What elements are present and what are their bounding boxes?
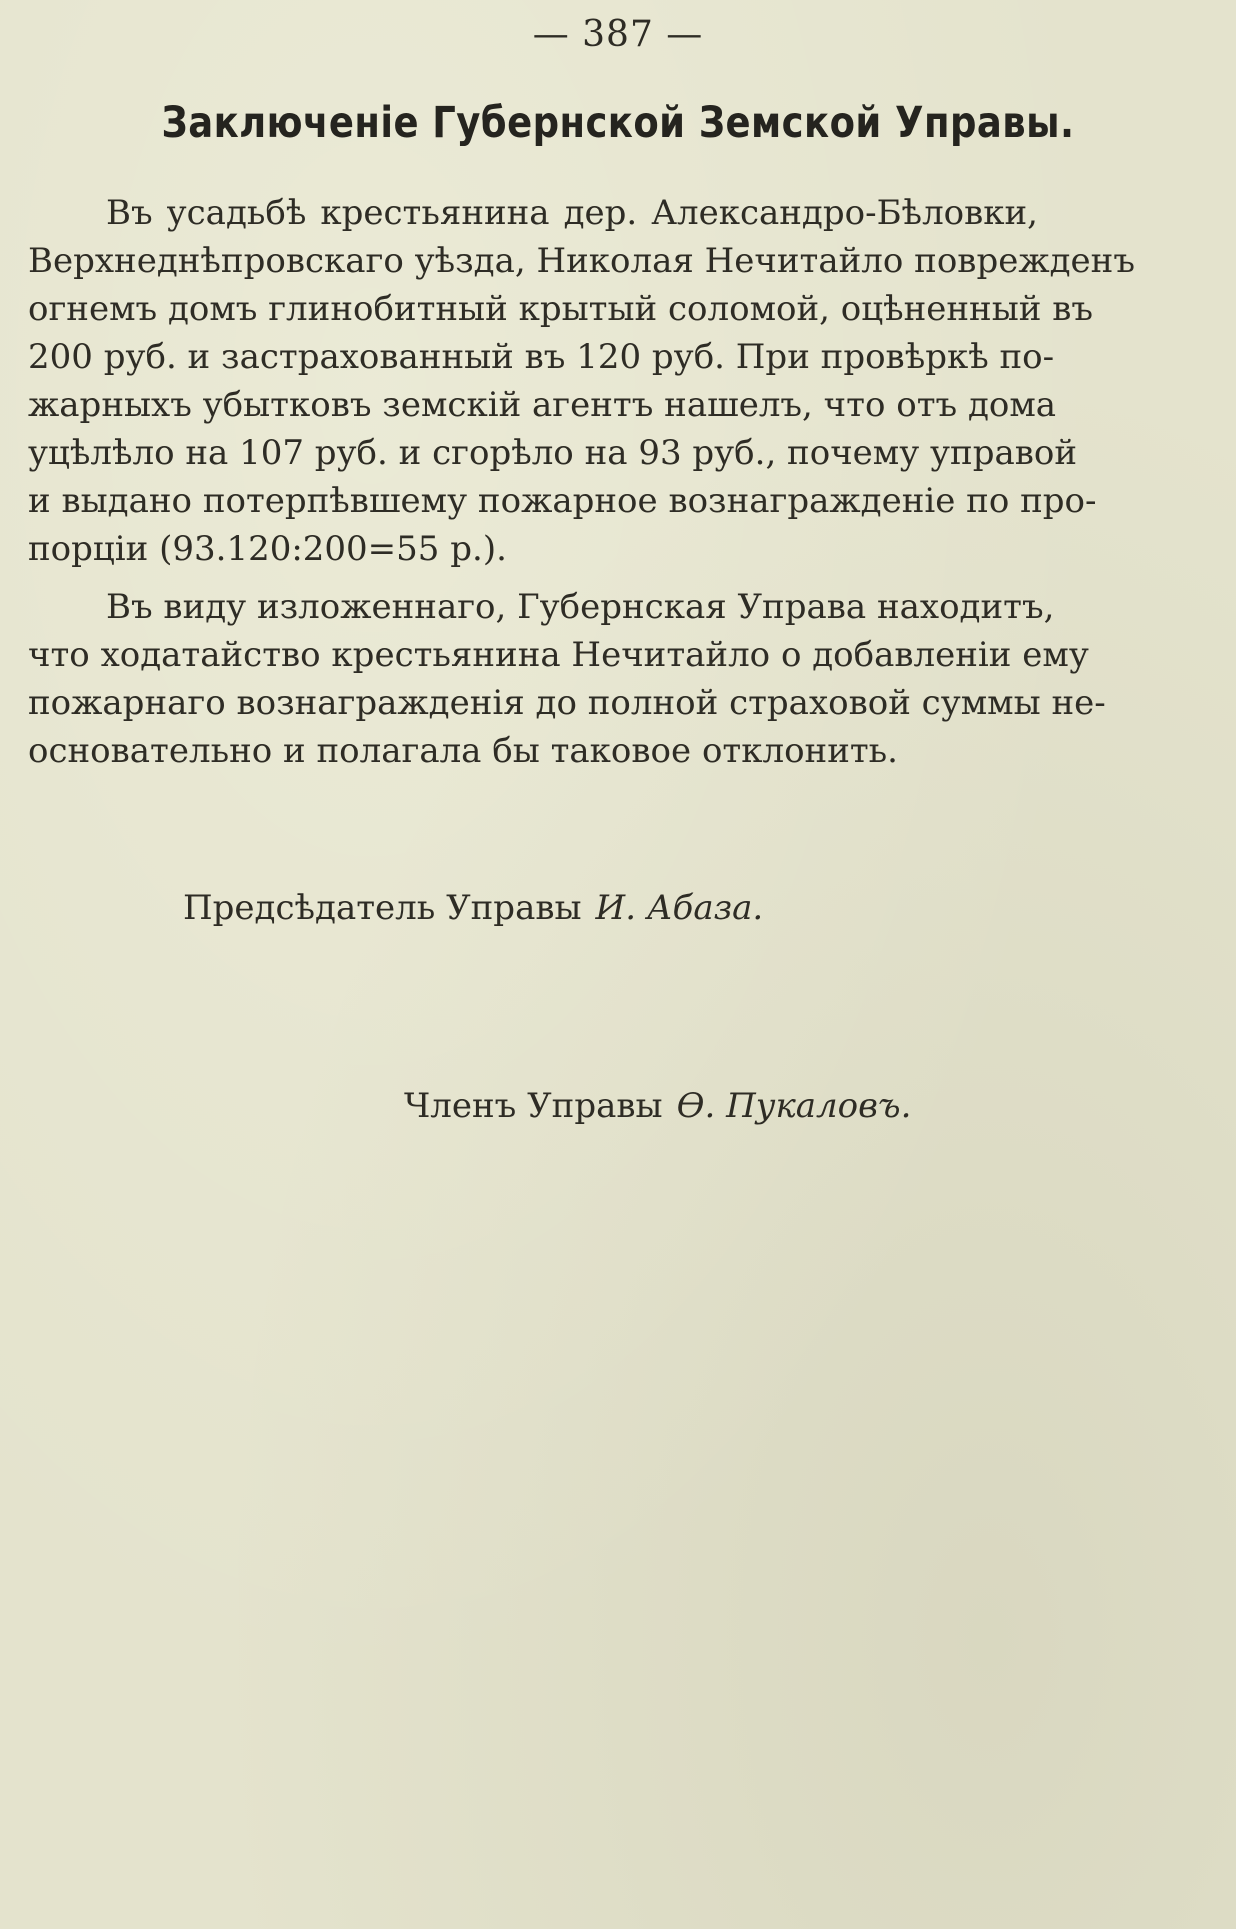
chairman-title: Предсѣдатель Управы	[183, 888, 582, 928]
paragraph-line: 200 руб. и застрахованный въ 120 руб. При провѣркѣ по-	[28, 337, 1055, 377]
section-heading: Заключенiе Губернской Земской Управы.	[161, 98, 1075, 148]
member-title: Членъ Управы	[404, 1086, 663, 1126]
page-number: — 387 —	[532, 14, 704, 55]
paragraph-line: жарныхъ убытковъ земскiй агентъ нашелъ, что отъ дома	[28, 385, 1057, 425]
paragraph-line: порцiи (93.120:200=55 р.).	[28, 529, 507, 569]
paragraph-line: что ходатайство крестьянина Нечитайло о добавленiи ему	[28, 635, 1089, 675]
paragraph-line: пожарнаго вознагражденiя до полной страховой суммы не-	[28, 683, 1106, 723]
paragraph-line: Въ виду изложеннаго, Губернская Управа находитъ,	[106, 587, 1055, 627]
paragraph-line: Въ усадьбѣ крестьянина дер. Александро-Бѣловки,	[106, 193, 1038, 233]
paragraph-line: основательно и полагала бы таковое отклонить.	[28, 731, 898, 771]
paragraph-decision	[28, 583, 1106, 775]
member-name: Ѳ. Пукаловъ.	[676, 1086, 912, 1126]
paragraph-line: и выдано потерпѣвшему пожарное вознагражденiе по про-	[28, 481, 1097, 521]
paragraph-line: уцѣлѣло на 107 руб. и сгорѣло на 93 руб., почему управой	[28, 433, 1078, 473]
paragraph-line: огнемъ домъ глинобитный крытый соломой, оцѣненный въ	[28, 289, 1094, 329]
member-signature	[404, 1086, 911, 1126]
chairman-name: И. Абаза.	[595, 888, 764, 928]
chairman-signature	[183, 888, 763, 928]
paragraph-line: Верхнеднѣпровскаго уѣзда, Николая Нечитайло поврежденъ	[28, 241, 1135, 281]
paragraph-conclusion	[28, 189, 1135, 573]
